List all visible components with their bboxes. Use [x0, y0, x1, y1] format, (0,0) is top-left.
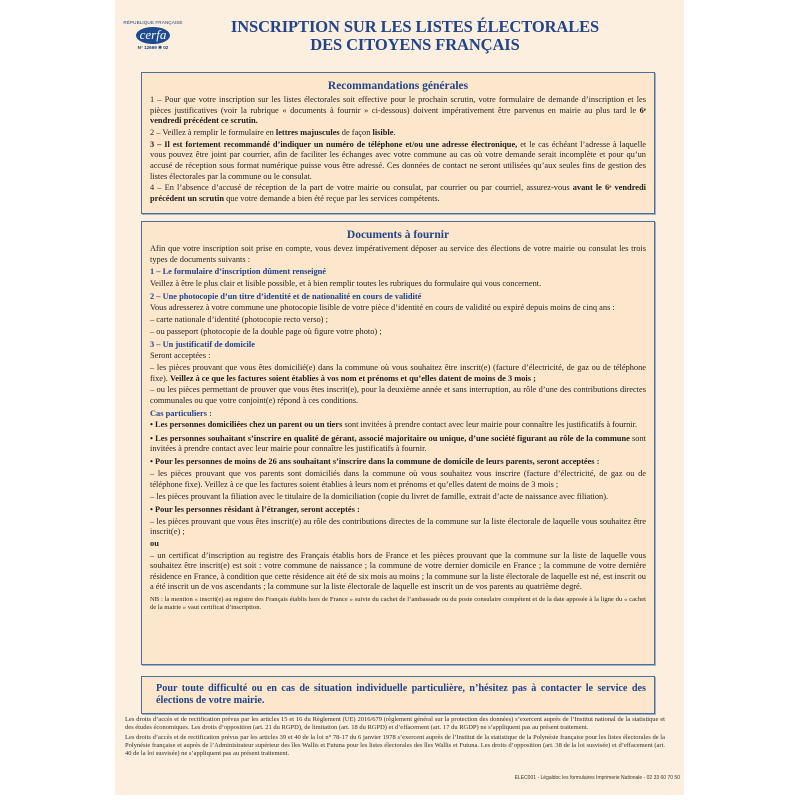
recommandation-1 — [150, 95, 646, 127]
documents-box — [141, 221, 655, 665]
page-title — [220, 18, 610, 54]
emphasis: • Pour les personnes de moins de 26 ans souhaitant s’inscrire dans la commune de domicile de leurs parents, seront acceptées : — [150, 457, 600, 467]
text: 2 – Veillez à remplir le formulaire en — [150, 127, 276, 137]
cas-subitem: – les pièces prouvant la filiation avec le titulaire de la domiciliation (copie du livret de famille, extrait d’acte de naissance avec filiation). — [150, 491, 609, 501]
cas-item-title — [150, 457, 646, 468]
text: sont invitées à prendre contact avec leur mairie pour connaître les justificatifs à fournir. — [342, 420, 638, 430]
republique-label: RÉPUBLIQUE FRANÇAISE — [123, 20, 183, 25]
emphasis: Veillez à ce que les factures soient établies à vos nom et prénoms et qu’elles datent de moins de 3 mois ; — [170, 373, 536, 383]
recommandations-box — [141, 72, 655, 214]
legal-paragraph: Les droits d’accès et de rectification prévus par les articles 15 et 16 du Règlement (UE) 2016/679 (règlement général sur la protection des données) s’exercent auprès de l’Institut national de la statistique et des études économiques. Les droits d’opposition (art. 21 du RGPD), de limitation (art. 18 du RGPD) et d’effacement (art. 17 du RGDP) ne s’appliquent pas au présent traitement. — [125, 716, 665, 732]
recommandation-2 — [150, 128, 646, 139]
cas-item-title — [150, 505, 646, 516]
cerfa-logo-mark: cerfa — [136, 27, 170, 44]
emphasis: 6ᵉ vendredi précédent ce scrutin. — [150, 105, 646, 126]
documents-title: Documents à fournir — [346, 229, 450, 241]
text: et le cas échéant l’adresse à laquelle vous pouvez être joint par courrier, afin de faciliter les échanges avec votre commune au cas où votre demande serait incomplète et pour qu’un accusé de réception sous format numérique puisse vous être adressé. Ces données de contact ne seront utilisées qu’aux seules fins de gestion des listes électorales par la commune ou le consulat. — [150, 139, 646, 181]
recommandation-3 — [150, 140, 646, 182]
form-page — [115, 0, 684, 795]
emphasis: lettres majuscules — [275, 127, 340, 137]
section-2-title: 2 – Une photocopie d’un titre d’identité et de nationalité en cours de validité — [150, 291, 422, 301]
section-1-title: 1 – Le formulaire d’inscription dûment renseigné — [150, 267, 327, 277]
title-line-2: DES CITOYENS FRANÇAIS — [310, 35, 520, 54]
text: sont invitées à prendre contact avec leur mairie pour connaître les justificatifs à fournir. — [150, 433, 647, 454]
section-2-item: – ou passeport (photocopie de la double page où figure votre photo) ; — [150, 326, 382, 336]
text: de façon — [339, 127, 373, 137]
cas-subitem: – les pièces prouvant que vos parents sont domiciliés dans la commune où vous souhaitez vous inscrire (facture d’électricité, de gaz ou de téléphone fixe). Veillez à ce que les factures soient établies à leurs nom et prénoms et qu’elles datent de moins de 3 mois ; — [150, 469, 646, 489]
section-3-text: Seront acceptées : — [150, 351, 211, 361]
cas-item — [150, 420, 646, 431]
text: – les pièces prouvant que vous êtes domicilié(e) dans la commune où vous souhaitez être inscrit(e) (facture d’électricité, de gaz ou de téléphone fixe). — [150, 363, 646, 383]
section-3-item: – ou les pièces permettant de prouver que vous êtes inscrit(e), pour la deuxième année et sans interruption, au rôle d’une des contributions directes communales ou que votre conjoint(e) répond à ces conditions. — [150, 385, 646, 406]
difficulty-text: Pour toute difficulté ou en cas de situation individuelle particulière, n’hésitez pas à contacter le service des élections de votre mairie. — [156, 683, 646, 706]
cerfa-number: N° 12669 ✱ 02 — [137, 45, 169, 50]
recommandation-4 — [150, 183, 646, 204]
emphasis: ou — [150, 538, 159, 548]
text: . — [393, 127, 396, 137]
cas-subitem: – un certificat d’inscription au registre des Français établis hors de France et les pièces prouvant que la commune sur la liste de laquelle vous souhaitez être inscrit(e) est soit : votre commune de naissance ; la commune de votre dernier domicile en France ; la commune de votre dernière résidence en France, à condition que cette résidence ait été de six mois au moins ; la commune sur la liste électorale de laquelle est né, est inscrit ou a été inscrit un de vos ascendants ; la commune sur la liste électorale de laquelle est inscrit un de vos parents au quatrième degré. — [150, 550, 646, 592]
cerfa-logo — [118, 20, 188, 51]
emphasis: lisible — [372, 127, 394, 137]
legal-paragraph: Les droits d’accès et de rectification prévus par les articles 39 et 40 de la loi n° 78-17 du 6 janvier 1978 s’exercent auprès de l’Institut de la statistique de la Polynésie française pour les listes électorales de la Polynésie française et auprès de l’Administrateur supérieur des îles Wallis et Futuna pour les listes électorales des îles Wallis et Futuna. Les droits d’opposition (art. 38 de la loi susvisée) et d’effacement (art. 40 de la loi susvisée) ne s’appliquent pas au présent traitement. — [125, 733, 665, 758]
emphasis: • Les personnes souhaitant s’inscrire en qualité de gérant, associé majoritaire ou unique, d’une société figurant au rôle de la commune — [150, 433, 630, 443]
cas-particuliers-title: Cas particuliers : — [150, 408, 212, 418]
emphasis: • Pour les personnes résidant à l’étranger, seront acceptés : — [150, 504, 360, 514]
documents-intro: Afin que votre inscription soit prise en compte, vous devez impérativement déposer au service des élections de votre mairie ou consulat les trois types de documents suivants : — [150, 244, 646, 264]
legal-footer — [125, 716, 665, 760]
nb-note: NB : la mention « inscrit(e) au registre des Français établis hors de France » suivie du cachet de l’ambassade ou du poste consulaire compétent et de la date apposée à la ligne du « cachet de la mairie » vaut certificat d’inscription. — [150, 596, 646, 612]
section-2-item: – carte nationale d’identité (photocopie recto verso) ; — [150, 315, 328, 325]
emphasis: • Les personnes domiciliées chez un parent ou un tiers — [150, 420, 343, 430]
cas-subitem: – les pièces prouvant que vous êtes inscrit(e) au rôle des contributions directes de la commune sur la liste électorale de laquelle vous souhaitez être inscrit(e) ; — [150, 516, 646, 537]
emphasis: avant le 6ᵉ vendredi précédent un scrutin — [150, 183, 646, 203]
cas-item — [150, 434, 646, 455]
section-3-item — [150, 363, 646, 384]
text: 4 – En l’absence d’accusé de réception de la part de votre mairie ou consulat, par courrier ou par courriel, assurez-vous — [150, 183, 573, 193]
emphasis: 3 – Il est fortement recommandé d’indiquer un numéro de téléphone et/ou une adresse électronique, — [150, 139, 518, 149]
section-2-text: Vous adresserez à votre commune une photocopie lisible de votre pièce d’identité en cours de validité ou expiré depuis moins de cinq ans : — [150, 303, 615, 313]
text: 1 – Pour que votre inscription sur les listes électorales soit effective pour le prochain scrutin, votre formulaire de demande d’inscription et les pièces justificatives (voir la rubrique « documents à fournir » ci-dessous) doivent impérativement être parvenus en mairie au plus tard le — [150, 95, 646, 115]
section-3-title: 3 – Un justificatif de domicile — [150, 339, 255, 349]
title-line-1: INSCRIPTION SUR LES LISTES ÉLECTORALES — [230, 17, 600, 36]
section-1-text: Veillez à être le plus clair et lisible possible, et à bien remplir toutes les rubriques du formulaire qui vous concernent. — [150, 278, 542, 288]
cas-or — [150, 539, 646, 550]
text: que votre demande a bien été reçue par les services compétents. — [223, 193, 440, 203]
difficulty-box — [141, 676, 655, 714]
form-header — [115, 0, 684, 70]
recommandations-title: Recommandations générales — [327, 80, 469, 92]
form-reference: ELEC001 - Légaldoc les formulaires Imprimerie Nationale - 02 33 60 70 50 — [514, 775, 680, 781]
